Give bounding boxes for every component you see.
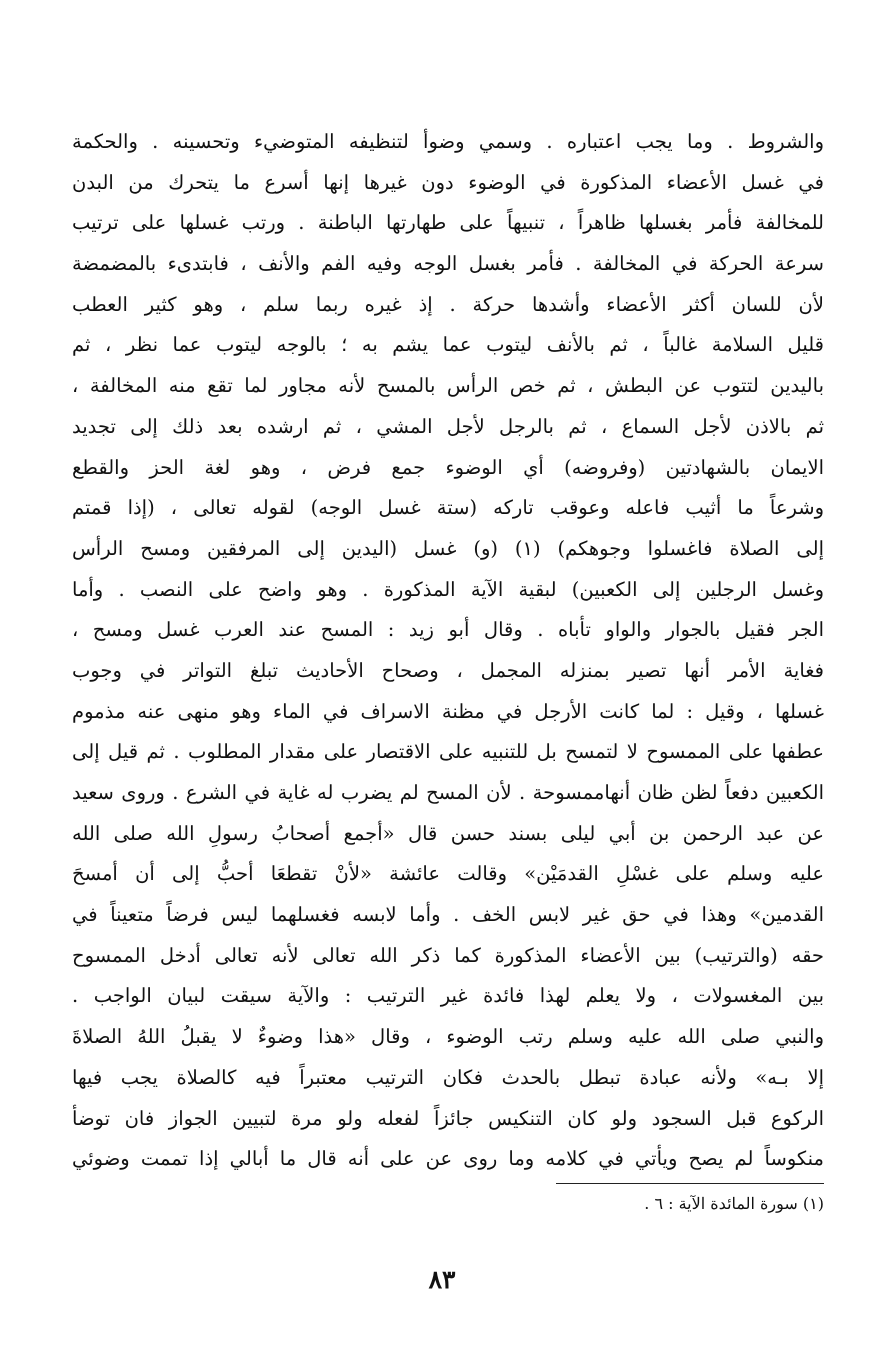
footnote-divider — [556, 1183, 824, 1184]
text-line: والنبي صلى الله عليه وسلم رتب الوضوء ، وقال «هذا وضوءٌ لا يقبلُ اللهُ الصلاةَ — [72, 1025, 824, 1049]
text-line: إلى الصلاة فاغسلوا وجوهكم) (١) (و) غسل (اليدين إلى المرفقين ومسح الرأس — [72, 536, 824, 560]
text-line: عطفها على الممسوح لا لتمسح بل للتنبيه على الاقتصار على مقدار المطلوب . ثم قيل إلى — [72, 740, 824, 764]
text-line: إلا بـه» ولأنه عبادة تبطل بالحدث فكان الترتيب معتبراً فيه كالصلاة يجب فيها — [72, 1065, 824, 1089]
text-line: غسلها ، وقيل : لما كانت الأرجل في مظنة الاسراف في الماء وهو منهى عنه مذموم — [72, 699, 824, 723]
text-line: في غسل الأعضاء المذكورة في الوضوء دون غيرها إنها أسرع ما يتحرك من البدن — [72, 170, 824, 194]
text-line: وشرعاً ما أثيب فاعله وعوقب تاركه (ستة غسل الوجه) لقوله تعالى ، (إذا قمتم — [72, 496, 824, 520]
text-line: وغسل الرجلين إلى الكعبين) لبقية الآية المذكورة . وهو واضح على النصب . وأما — [72, 577, 824, 601]
text-line: للمخالفة فأمر بغسلها ظاهراً ، تنبيهاً على طهارتها الباطنة . ورتب غسلها على ترتيب — [72, 211, 824, 235]
text-line: الجر فقيل بالجوار والواو تأباه . وقال أبو زيد : المسح عند العرب غسل ومسح ، — [72, 618, 824, 642]
text-line: لأن للسان أكثر الأعضاء وأشدها حركة . إذ غيره ربما سلم ، وهو كثير العطب — [72, 292, 824, 316]
text-line: منكوساً لم يصح ويأتي في كلامه وما روى عن على أنه قال ما أبالي إذا تممت وضوئي — [72, 1147, 824, 1171]
text-line: قليل السلامة غالباً ، ثم بالأنف ليتوب عما يشم به ؛ بالوجه ليتوب عما نظر ، ثم — [72, 333, 824, 357]
text-line: ثم بالاذن لأجل السماع ، ثم بالرجل لأجل المشي ، ثم ارشده بعد ذلك إلى تجديد — [72, 414, 824, 438]
page-number: ٨٣ — [428, 1265, 456, 1294]
text-line: الركوع قبل السجود ولو كان التنكيس جائزاً لفعله ولو مرة لتبيين الجواز فان توضأ — [72, 1106, 824, 1130]
footnote: (١) سورة المائدة الآية : ٦ . — [644, 1194, 824, 1213]
text-line: باليدين لتتوب عن البطش ، ثم خص الرأس بالمسح لأنه مجاور لما تقع منه المخالفة ، — [72, 374, 824, 398]
text-line: الايمان بالشهادتين (وفروضه) أي الوضوء جمع فرض ، وهو لغة الحز والقطع — [72, 455, 824, 479]
text-line: سرعة الحركة في المخالفة . فأمر بغسل الوجه وفيه الفم والأنف ، فابتدىء بالمضمضة — [72, 252, 824, 276]
text-line: عن عبد الرحمن بن أبي ليلى بسند حسن قال «أجمع أصحابُ رسولِ الله صلى الله — [72, 821, 824, 845]
text-line: الكعبين دفعاً لظن ظان أنهاممسوحة . لأن المسح لم يضرب له غاية في الشرع . وروى سعيد — [72, 781, 824, 804]
text-line: القدمين» وهذا في حق غير لابس الخف . وأما لابسه فغسلهما ليس فرضاً متعيناً في — [72, 903, 824, 927]
text-line: عليه وسلم على غسْلِ القدمَيْن» وقالت عائشة «لأنْ تقطعَا أحبُّ إلى أن أمسحَ — [72, 862, 824, 886]
main-text-block — [72, 122, 824, 1180]
text-line: والشروط . وما يجب اعتباره . وسمي وضوأ لتنظيفه المتوضيء وتحسينه . والحكمة — [72, 130, 824, 153]
text-line: بين المغسولات ، ولا يعلم لهذا فائدة غير الترتيب : والآية سيقت لبيان الواجب . — [72, 984, 824, 1008]
text-line: فغاية الأمر أنها تصير بمنزله المجمل ، وصحاح الأحاديث تبلغ التواتر في وجوب — [72, 658, 824, 682]
text-line: حقه (والترتيب) بين الأعضاء المذكورة كما ذكر الله تعالى لأنه تعالى أدخل الممسوح — [72, 943, 824, 967]
